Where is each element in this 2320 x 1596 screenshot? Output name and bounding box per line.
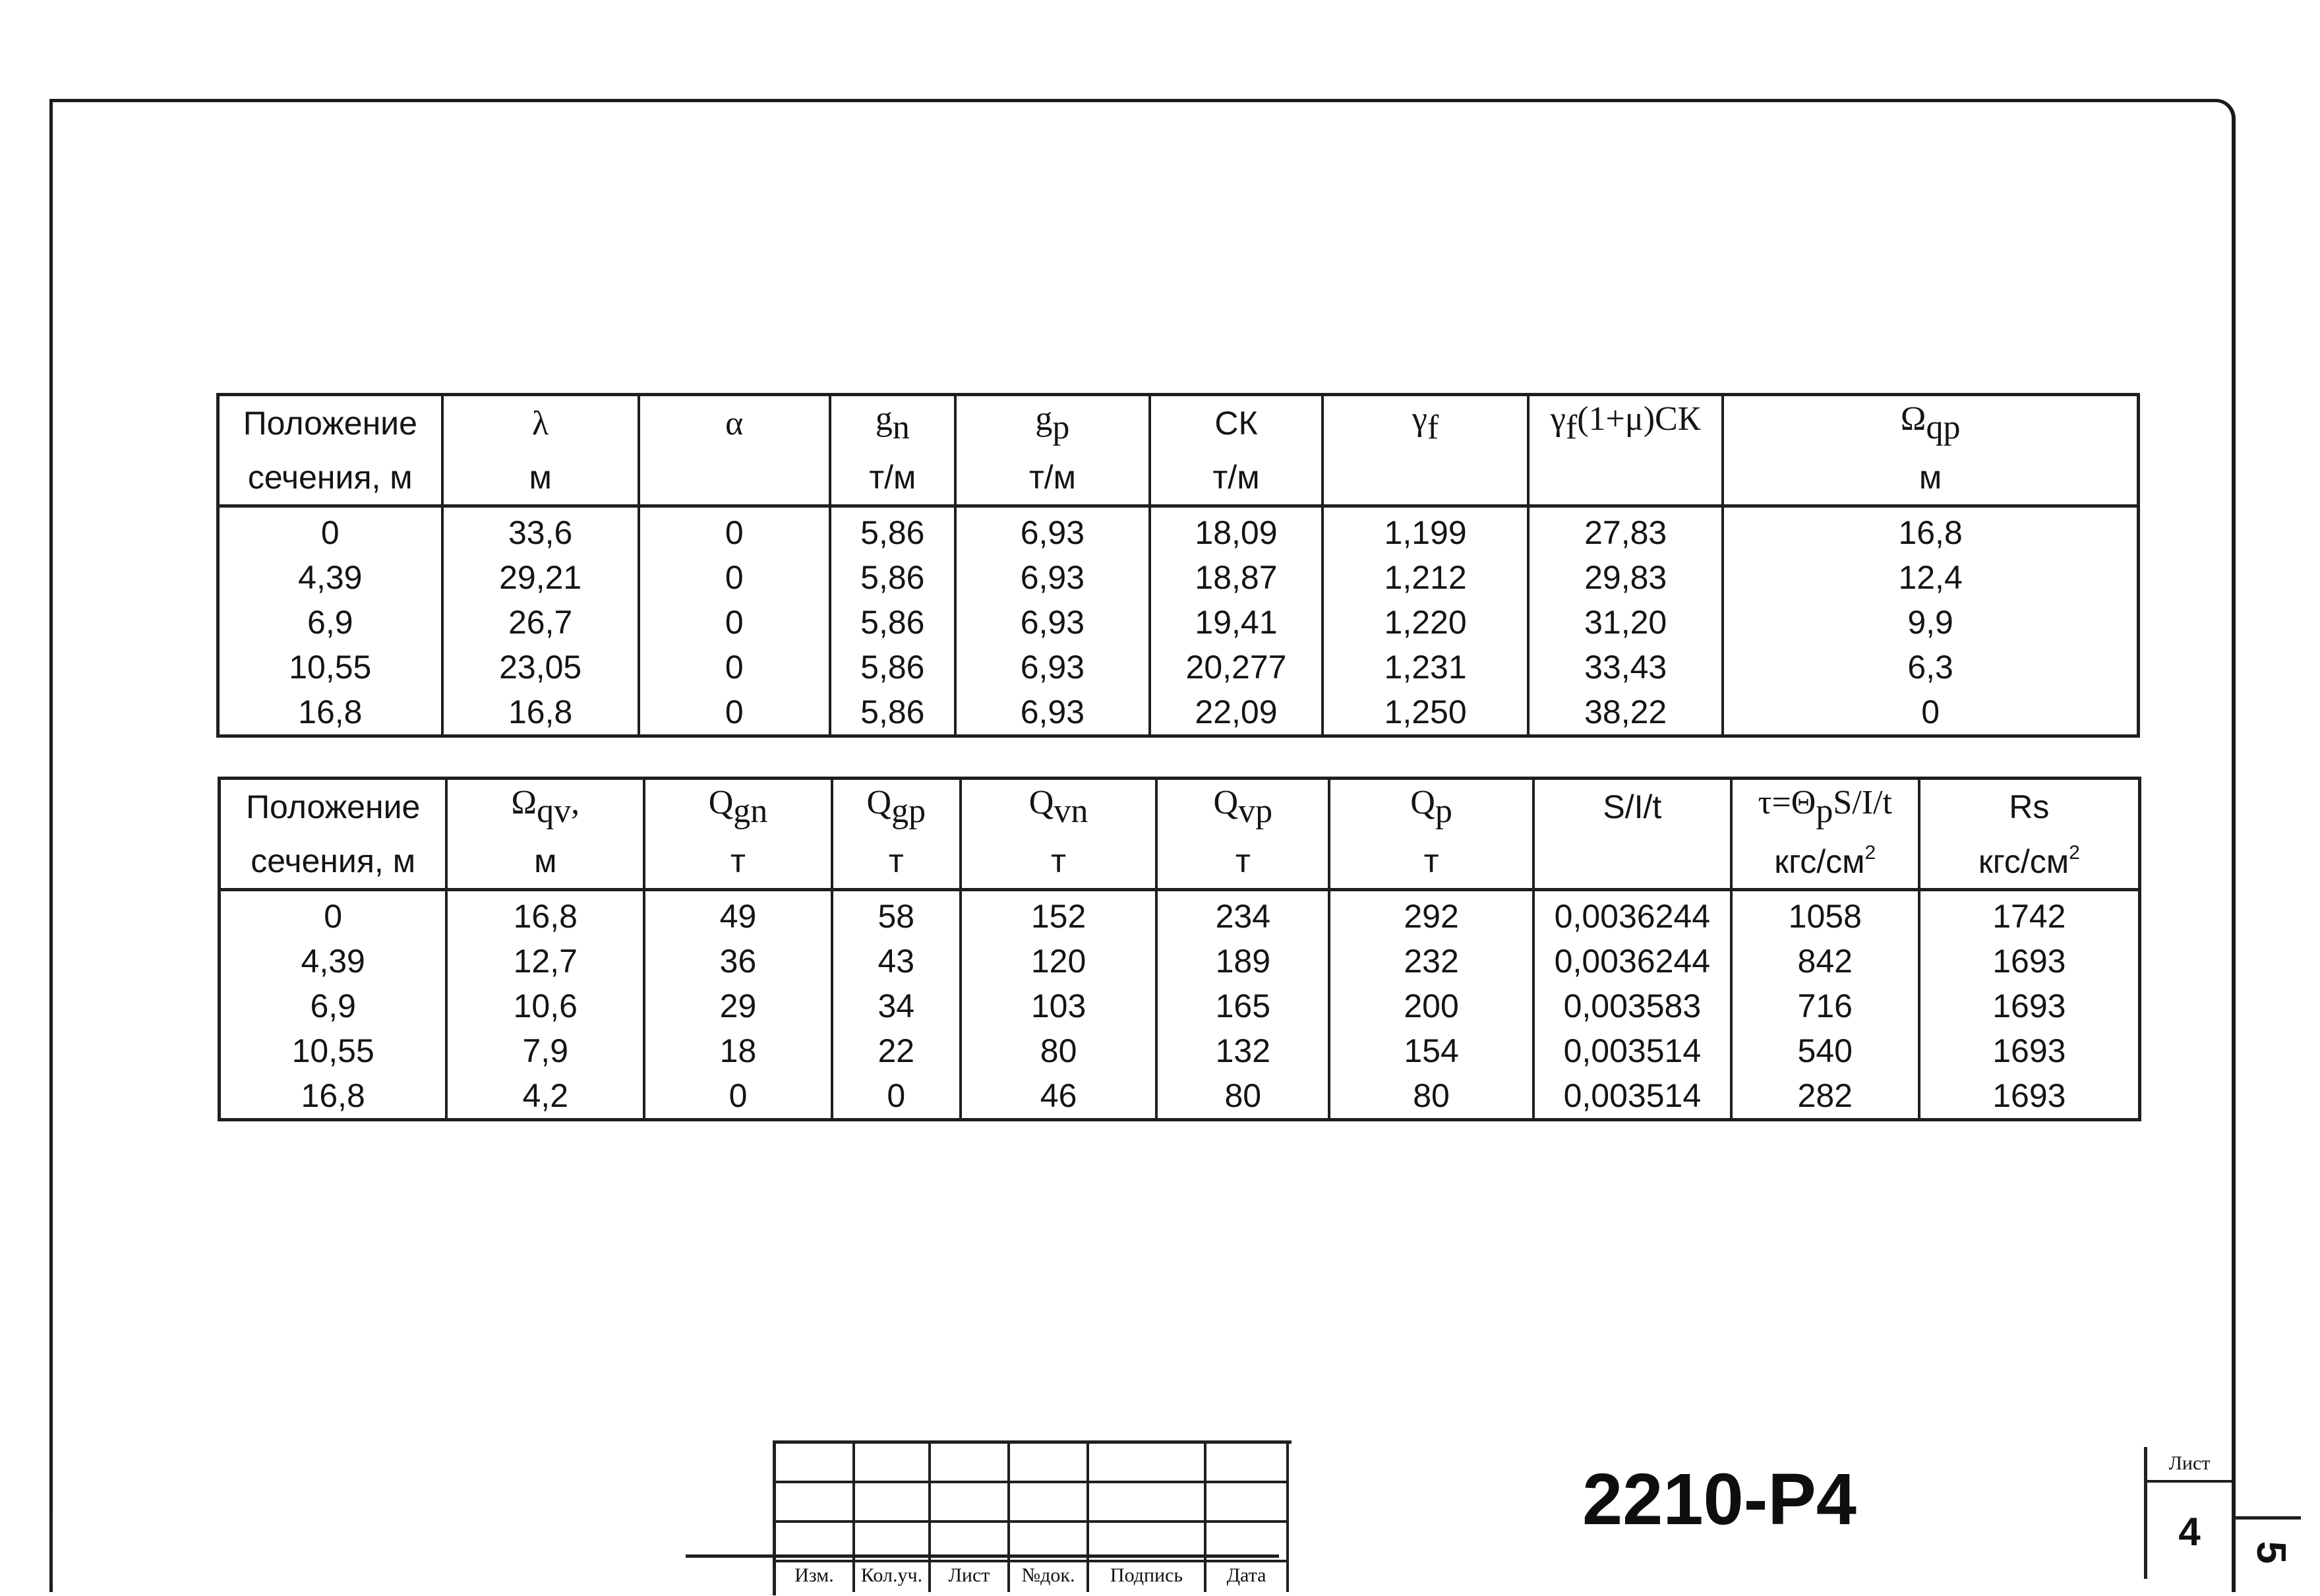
header-unit: кгс/см bbox=[1774, 842, 1865, 880]
table-cell: 38,22 bbox=[1528, 690, 1723, 736]
stamp-bottom-line bbox=[686, 1554, 1279, 1558]
table-cell: 1,199 bbox=[1323, 506, 1528, 556]
table-cell: 232 bbox=[1329, 939, 1533, 984]
header-symbol: Ω bbox=[511, 784, 537, 821]
header-tail: S/I/t bbox=[1833, 784, 1892, 821]
table-cell: 154 bbox=[1329, 1028, 1533, 1073]
table-cell: 1693 bbox=[1919, 939, 2140, 984]
table-row bbox=[220, 1028, 2140, 1073]
table-cell: 0 bbox=[218, 506, 442, 556]
header-subscript: p bbox=[1435, 792, 1452, 830]
table-cell: 36 bbox=[644, 939, 832, 984]
table-cell: 6,93 bbox=[955, 645, 1150, 690]
header-subscript: gn bbox=[733, 792, 768, 830]
table-cell: 5,86 bbox=[830, 600, 955, 645]
table-cell: 29,83 bbox=[1528, 555, 1723, 600]
table-cell: 6,3 bbox=[1723, 645, 2138, 690]
table-cell: 0,003514 bbox=[1533, 1073, 1731, 1120]
header-symbol: γ bbox=[1412, 400, 1427, 438]
table-cell: 33,6 bbox=[442, 506, 639, 556]
table-cell: 29,21 bbox=[442, 555, 639, 600]
stamp-column-label: Подпись bbox=[1089, 1562, 1206, 1592]
header-cell bbox=[218, 395, 442, 451]
header-text: λ bbox=[532, 404, 549, 442]
title-block-stamp bbox=[773, 1440, 1292, 1595]
table-cell: 0,003514 bbox=[1533, 1028, 1731, 1073]
table-cell: 6,9 bbox=[220, 984, 447, 1028]
header-row-top bbox=[220, 779, 2140, 835]
header-unit: кгс/см bbox=[1978, 842, 2069, 880]
table-cell: 16,8 bbox=[446, 890, 644, 939]
header-subscript: p bbox=[1816, 792, 1833, 830]
table-cell: 6,93 bbox=[955, 600, 1150, 645]
table-cell: 0 bbox=[832, 1073, 961, 1120]
table-cell: 6,9 bbox=[218, 600, 442, 645]
section-table-2 bbox=[218, 777, 2141, 1121]
table-cell: 5,86 bbox=[830, 645, 955, 690]
header-unit-sup: 2 bbox=[1864, 841, 1876, 864]
table-cell: 165 bbox=[1156, 984, 1329, 1028]
header-cell bbox=[1156, 834, 1329, 890]
header-cell bbox=[446, 779, 644, 835]
page-number-line bbox=[2232, 1516, 2301, 1520]
header-cell bbox=[832, 779, 961, 835]
header-cell bbox=[1533, 779, 1731, 835]
header-subscript: f bbox=[1427, 409, 1439, 446]
table-cell: 7,9 bbox=[446, 1028, 644, 1073]
header-cell bbox=[639, 395, 830, 451]
header-cell bbox=[1323, 450, 1528, 506]
table-row bbox=[218, 600, 2139, 645]
header-cell bbox=[1919, 834, 2140, 890]
header-symbol: Q bbox=[1213, 784, 1239, 821]
table-cell: 234 bbox=[1156, 890, 1329, 939]
table-cell: 22,09 bbox=[1150, 690, 1323, 736]
stamp-column-label: №док. bbox=[1010, 1562, 1089, 1592]
table-cell: 19,41 bbox=[1150, 600, 1323, 645]
header-cell bbox=[639, 450, 830, 506]
frame-left-edge bbox=[49, 1510, 53, 1589]
table-cell: 0 bbox=[639, 645, 830, 690]
table-cell: 1693 bbox=[1919, 1028, 2140, 1073]
table-cell: 58 bbox=[832, 890, 961, 939]
header-subscript: p bbox=[1052, 409, 1070, 446]
header-cell bbox=[644, 834, 832, 890]
table-row bbox=[218, 645, 2139, 690]
table-cell: 152 bbox=[961, 890, 1157, 939]
header-cell bbox=[446, 834, 644, 890]
table-cell: 18 bbox=[644, 1028, 832, 1073]
table-cell: 842 bbox=[1731, 939, 1919, 984]
stamp-cell bbox=[1010, 1483, 1089, 1523]
table-cell: 540 bbox=[1731, 1028, 1919, 1073]
header-subscript: qp bbox=[1926, 409, 1961, 446]
header-cell bbox=[1919, 779, 2140, 835]
table-row bbox=[220, 984, 2140, 1028]
table-cell: 4,39 bbox=[218, 555, 442, 600]
table-cell: 16,8 bbox=[1723, 506, 2138, 556]
table-cell: 80 bbox=[961, 1028, 1157, 1073]
table-cell: 4,2 bbox=[446, 1073, 644, 1120]
table-cell: 0 bbox=[220, 890, 447, 939]
table-cell: 1742 bbox=[1919, 890, 2140, 939]
header-cell bbox=[961, 834, 1157, 890]
header-unit: м bbox=[529, 459, 552, 496]
stamp-cell bbox=[1206, 1483, 1289, 1523]
table-cell: 292 bbox=[1329, 890, 1533, 939]
table-cell: 20,277 bbox=[1150, 645, 1323, 690]
table-cell: 0 bbox=[644, 1073, 832, 1120]
table-cell: 1,220 bbox=[1323, 600, 1528, 645]
table-cell: 5,86 bbox=[830, 690, 955, 736]
table-cell: 6,93 bbox=[955, 506, 1150, 556]
header-cell bbox=[1731, 779, 1919, 835]
sheet-box bbox=[2144, 1447, 2232, 1579]
table-cell: 0 bbox=[639, 506, 830, 556]
header-subscript: vp bbox=[1238, 792, 1273, 830]
sheet-number: 4 bbox=[2178, 1510, 2201, 1554]
header-cell bbox=[1156, 779, 1329, 835]
table-cell: 1058 bbox=[1731, 890, 1919, 939]
header-subscript: gp bbox=[891, 792, 926, 830]
header-symbol: g bbox=[1035, 400, 1053, 438]
table-cell: 0,0036244 bbox=[1533, 890, 1731, 939]
table-cell: 10,55 bbox=[220, 1028, 447, 1073]
table-cell: 0 bbox=[639, 555, 830, 600]
table-cell: 18,87 bbox=[1150, 555, 1323, 600]
document-code: 2210-Р4 bbox=[1582, 1459, 1857, 1540]
table-cell: 0,0036244 bbox=[1533, 939, 1731, 984]
header-unit: м bbox=[534, 842, 557, 879]
sheet-label: Лист bbox=[2147, 1447, 2232, 1483]
table-cell: 0,003583 bbox=[1533, 984, 1731, 1028]
header-text: СК bbox=[1214, 405, 1258, 442]
stamp-column-label: Лист bbox=[931, 1562, 1010, 1592]
table-cell: 6,93 bbox=[955, 555, 1150, 600]
table-row bbox=[220, 939, 2140, 984]
header-cell bbox=[1150, 395, 1323, 451]
table-cell: 0 bbox=[639, 600, 830, 645]
table-cell: 31,20 bbox=[1528, 600, 1723, 645]
header-cell bbox=[955, 450, 1150, 506]
table-cell: 200 bbox=[1329, 984, 1533, 1028]
header-symbol: Q bbox=[1410, 784, 1435, 821]
table-cell: 23,05 bbox=[442, 645, 639, 690]
header-cell bbox=[1329, 834, 1533, 890]
table-cell: 26,7 bbox=[442, 600, 639, 645]
header-symbol: Q bbox=[866, 784, 892, 821]
table-cell: 132 bbox=[1156, 1028, 1329, 1073]
stamp-cell bbox=[1010, 1444, 1089, 1483]
table-cell: 16,8 bbox=[442, 690, 639, 736]
header-cell bbox=[1533, 834, 1731, 890]
table-cell: 16,8 bbox=[218, 690, 442, 736]
table-cell: 46 bbox=[961, 1073, 1157, 1120]
header-cell bbox=[220, 779, 447, 835]
stamp-cell bbox=[855, 1483, 931, 1523]
header-cell bbox=[644, 779, 832, 835]
table-cell: 189 bbox=[1156, 939, 1329, 984]
header-cell bbox=[1723, 395, 2138, 451]
header-unit: т bbox=[1235, 842, 1251, 879]
stamp-cell bbox=[1089, 1483, 1206, 1523]
table-cell: 6,93 bbox=[955, 690, 1150, 736]
stamp-column-label: Дата bbox=[1206, 1562, 1289, 1592]
table-row bbox=[218, 555, 2139, 600]
table-cell: 12,7 bbox=[446, 939, 644, 984]
header-symbol: Ω bbox=[1900, 400, 1926, 438]
header-unit: т/м bbox=[1212, 459, 1260, 496]
header-cell bbox=[442, 395, 639, 451]
table-row bbox=[220, 890, 2140, 939]
header-text: Rs bbox=[2009, 788, 2050, 825]
header-unit-sup: 2 bbox=[2069, 841, 2080, 864]
header-unit: сечения, м bbox=[247, 459, 413, 496]
table-cell: 1693 bbox=[1919, 984, 2140, 1028]
table-cell: 1693 bbox=[1919, 1073, 2140, 1120]
table-cell: 5,86 bbox=[830, 506, 955, 556]
table-cell: 29 bbox=[644, 984, 832, 1028]
stamp-cell bbox=[855, 1444, 931, 1483]
header-unit: м bbox=[1918, 459, 1942, 496]
header-text: Положение bbox=[246, 788, 421, 825]
table-cell: 103 bbox=[961, 984, 1157, 1028]
table-cell: 49 bbox=[644, 890, 832, 939]
stamp-cell bbox=[931, 1444, 1010, 1483]
header-cell bbox=[218, 450, 442, 506]
stamp-cell bbox=[776, 1483, 855, 1523]
header-subscript: qv bbox=[537, 792, 572, 830]
header-cell bbox=[442, 450, 639, 506]
header-unit: т/м bbox=[1028, 459, 1076, 496]
header-unit: т/м bbox=[869, 459, 916, 496]
header-cell bbox=[1150, 450, 1323, 506]
header-cell bbox=[955, 395, 1150, 451]
table-cell: 4,39 bbox=[220, 939, 447, 984]
stamp-column-label: Изм. bbox=[776, 1562, 855, 1592]
table-cell: 5,86 bbox=[830, 555, 955, 600]
table-cell: 0 bbox=[639, 690, 830, 736]
header-cell bbox=[1528, 395, 1723, 451]
table-cell: 1,231 bbox=[1323, 645, 1528, 690]
table-cell: 16,8 bbox=[220, 1073, 447, 1120]
header-cell bbox=[1731, 834, 1919, 890]
header-cell bbox=[220, 834, 447, 890]
header-cell bbox=[1528, 450, 1723, 506]
header-cell bbox=[1329, 779, 1533, 835]
header-cell bbox=[830, 395, 955, 451]
header-unit: т bbox=[888, 842, 904, 879]
table-row bbox=[220, 1073, 2140, 1120]
table-cell: 12,4 bbox=[1723, 555, 2138, 600]
header-text: α bbox=[725, 404, 744, 442]
table-cell: 120 bbox=[961, 939, 1157, 984]
header-subscript: f bbox=[1565, 409, 1578, 446]
header-cell bbox=[961, 779, 1157, 835]
table-row bbox=[218, 690, 2139, 736]
table-cell: 0 bbox=[1723, 690, 2138, 736]
table-cell: 10,55 bbox=[218, 645, 442, 690]
stamp-cell bbox=[776, 1444, 855, 1483]
table-cell: 1,250 bbox=[1323, 690, 1528, 736]
table-cell: 10,6 bbox=[446, 984, 644, 1028]
header-subscript: vn bbox=[1054, 792, 1088, 830]
table-cell: 80 bbox=[1329, 1073, 1533, 1120]
stamp-cell bbox=[1089, 1444, 1206, 1483]
table-cell: 43 bbox=[832, 939, 961, 984]
header-text: S/I/t bbox=[1603, 788, 1662, 825]
stamp-cell bbox=[1206, 1444, 1289, 1483]
header-unit: т bbox=[1423, 842, 1439, 879]
header-tail: , bbox=[571, 784, 580, 821]
section-table-1 bbox=[216, 393, 2140, 738]
table-cell: 33,43 bbox=[1528, 645, 1723, 690]
table-cell: 22 bbox=[832, 1028, 961, 1073]
header-cell bbox=[832, 834, 961, 890]
header-unit: сечения, м bbox=[251, 842, 416, 879]
header-cell bbox=[830, 450, 955, 506]
header-cell bbox=[1323, 395, 1528, 451]
table-cell: 716 bbox=[1731, 984, 1919, 1028]
header-unit: т bbox=[1051, 842, 1067, 879]
table-cell: 80 bbox=[1156, 1073, 1329, 1120]
header-unit: т bbox=[730, 842, 746, 879]
table-cell: 27,83 bbox=[1528, 506, 1723, 556]
table-cell: 9,9 bbox=[1723, 600, 2138, 645]
header-symbol: Q bbox=[708, 784, 734, 821]
header-cell bbox=[1723, 450, 2138, 506]
header-symbol: γ bbox=[1550, 400, 1566, 438]
header-symbol: g bbox=[875, 400, 893, 438]
table-cell: 34 bbox=[832, 984, 961, 1028]
table-cell: 282 bbox=[1731, 1073, 1919, 1120]
page-number: 5 bbox=[2248, 1541, 2294, 1564]
header-symbol: Q bbox=[1028, 784, 1054, 821]
table-row bbox=[218, 506, 2139, 556]
header-row-top bbox=[218, 395, 2139, 451]
header-symbol: τ=Θ bbox=[1758, 784, 1816, 821]
table-cell: 18,09 bbox=[1150, 506, 1323, 556]
header-subscript: n bbox=[892, 409, 910, 446]
header-tail: (1+μ)СК bbox=[1577, 400, 1701, 438]
table-cell: 1,212 bbox=[1323, 555, 1528, 600]
header-row-bottom bbox=[220, 834, 2140, 890]
header-row-bottom bbox=[218, 450, 2139, 506]
header-text: Положение bbox=[243, 405, 417, 442]
stamp-cell bbox=[931, 1483, 1010, 1523]
stamp-column-label: Кол.уч. bbox=[855, 1562, 931, 1592]
